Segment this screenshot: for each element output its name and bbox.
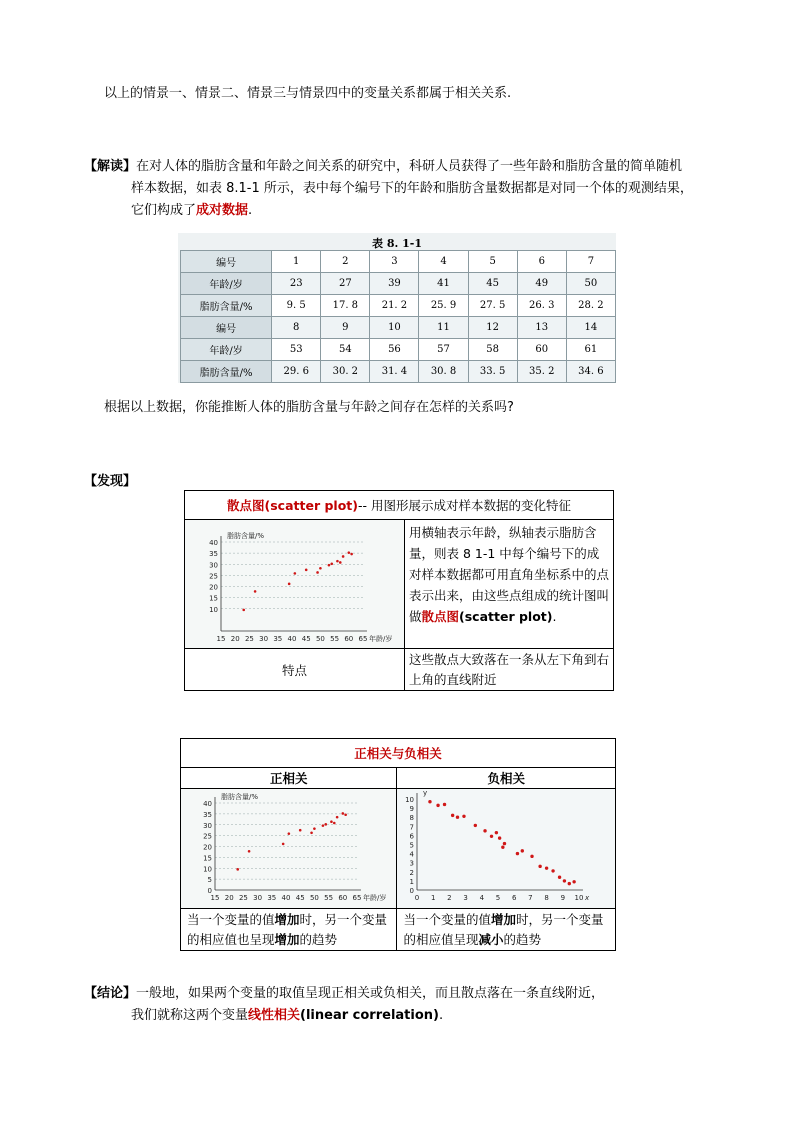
- data-point: [242, 609, 245, 612]
- x-tick-label: 65: [358, 635, 368, 643]
- neg-desc-c: 时，另一个变量的相应值呈现: [403, 912, 604, 947]
- jiedu-line2: 样本数据，如表 8.1-1 所示，表中每个编号下的年龄和脂肪含量数据都是对同一个体的观测结果，: [131, 181, 693, 196]
- row-label: 脂肪含量/%: [181, 361, 272, 383]
- x-tick-label: 45: [295, 894, 305, 902]
- table-cell: 50: [566, 273, 615, 295]
- table-cell: 56: [370, 339, 419, 361]
- scatter-desc-en: (scatter plot): [459, 609, 553, 624]
- table-row: [181, 295, 616, 317]
- x-tick-label: 50: [309, 894, 319, 902]
- table-cell: 34. 6: [566, 361, 615, 383]
- table-cell: 25. 9: [419, 295, 468, 317]
- scatter-desc-post: .: [552, 609, 557, 624]
- x-tick-label: 55: [330, 635, 340, 643]
- table-cell: 57: [419, 339, 468, 361]
- jielun-block: [84, 983, 604, 1027]
- y-tick-label: 8: [410, 814, 415, 823]
- data-point: [545, 866, 548, 869]
- x-tick-label: 9: [561, 894, 566, 902]
- y-tick-label: 15: [209, 594, 218, 603]
- neg-desc-e: 的趋势: [503, 932, 542, 947]
- data-point: [539, 865, 542, 868]
- data-point: [342, 812, 345, 815]
- data-point: [322, 824, 325, 827]
- table-cell: 14: [566, 317, 615, 339]
- x-tick-label: 25: [238, 894, 248, 902]
- y-tick-label: 15: [203, 854, 212, 863]
- scatter-desc: 用横轴表示年龄，纵轴表示脂肪含量，则表 8 1-1 中每个编号下的成对样本数据都可用直角坐标系中的点表示出来，由这些点组成的统计图叫做: [409, 525, 610, 624]
- x-tick-label: 40: [287, 635, 297, 643]
- table-cell: 7: [566, 251, 615, 273]
- data-point: [348, 551, 351, 554]
- table-cell: 1: [272, 251, 321, 273]
- table-cell: 35. 2: [517, 361, 566, 383]
- data-point: [344, 813, 347, 816]
- table-cell: 39: [370, 273, 419, 295]
- pos-desc-b: 增加: [274, 912, 300, 927]
- age-fat-table: [180, 250, 616, 383]
- table-cell: 28. 2: [566, 295, 615, 317]
- data-point: [339, 561, 342, 564]
- jielun-line2-post: .: [438, 1008, 444, 1023]
- data-point: [484, 829, 487, 832]
- table-cell: 9. 5: [272, 295, 321, 317]
- y-tick-label: 20: [209, 583, 218, 592]
- data-point: [336, 816, 339, 819]
- x-tick-label: 4: [480, 894, 485, 902]
- pos-header-label: 正相关: [269, 771, 308, 786]
- table-cell: 60: [517, 339, 566, 361]
- neg-header: [397, 768, 616, 789]
- linear-correlation-term: 线性相关: [248, 1008, 301, 1023]
- data-point: [429, 800, 432, 803]
- table-cell: 11: [419, 317, 468, 339]
- x-tick-label: 35: [267, 894, 277, 902]
- pos-header: [181, 768, 397, 789]
- data-point: [563, 879, 566, 882]
- x-tick-label: 2: [447, 894, 453, 902]
- row-label: 编号: [181, 251, 272, 273]
- table-cell: 61: [566, 339, 615, 361]
- x-tick-label: 65: [352, 894, 362, 902]
- y-tick-label: 10: [405, 796, 415, 804]
- y-tick-label: 40: [209, 539, 218, 547]
- faxian-tag: 【发现】: [84, 474, 137, 489]
- table-cell: 6: [517, 251, 566, 273]
- table-cell: 30. 8: [419, 361, 468, 383]
- jiedu-line3-pre: 它们构成了: [131, 203, 197, 218]
- table-row: [181, 361, 616, 383]
- table-cell: 8: [272, 317, 321, 339]
- neg-desc-a: 当一个变量的值: [403, 912, 491, 927]
- table-cell: 13: [517, 317, 566, 339]
- x-axis-label: 年龄/岁: [369, 635, 393, 643]
- data-point: [313, 827, 316, 830]
- scatter-header-rest: -- 用图形展示成对样本数据的变化特征: [357, 498, 571, 513]
- y-tick-label: 1: [410, 877, 415, 886]
- y-tick-label: 4: [410, 850, 415, 859]
- table-cell: 49: [517, 273, 566, 295]
- y-tick-label: 3: [410, 859, 415, 868]
- feature-text: 这些散点大致落在一条从左下角到右上角的直线附近: [409, 652, 610, 687]
- feature-label-cell: [185, 649, 405, 691]
- data-point: [437, 804, 440, 807]
- data-point: [294, 572, 297, 575]
- x-tick-label: 60: [344, 635, 354, 643]
- pos-chart-cell: [181, 789, 397, 909]
- y-tick-label: 10: [209, 605, 218, 614]
- y-axis-label: y: [423, 789, 428, 797]
- data-point: [282, 843, 285, 846]
- data-point: [573, 880, 576, 883]
- y-axis-label: 脂肪含量/%: [221, 793, 259, 801]
- table-cell: 12: [468, 317, 517, 339]
- data-point: [552, 869, 555, 872]
- y-tick-label: 9: [410, 805, 415, 814]
- x-tick-label: 40: [281, 894, 291, 902]
- neg-header-label: 负相关: [487, 771, 525, 786]
- correlation-table: [180, 738, 616, 951]
- data-point: [305, 569, 308, 572]
- y-tick-label: 25: [203, 832, 212, 841]
- data-point: [443, 803, 446, 806]
- y-tick-label: 30: [209, 561, 218, 570]
- y-tick-label: 30: [203, 821, 212, 830]
- table-cell: 27. 5: [468, 295, 517, 317]
- table-cell: 2: [321, 251, 370, 273]
- data-point: [503, 842, 506, 845]
- pos-desc-a: 当一个变量的值: [187, 912, 275, 927]
- x-tick-label: 30: [259, 635, 269, 643]
- table-cell: 53: [272, 339, 321, 361]
- table-row: [181, 339, 616, 361]
- x-tick-label: 7: [528, 894, 534, 902]
- scatter-plot-table: [184, 490, 614, 691]
- x-tick-label: 10: [575, 894, 584, 902]
- pn-title-cell: [181, 739, 616, 768]
- y-tick-label: 6: [410, 832, 415, 841]
- table-cell: 3: [370, 251, 419, 273]
- row-label: 脂肪含量/%: [181, 295, 272, 317]
- x-tick-label: 6: [512, 894, 517, 902]
- x-tick-label: 20: [224, 894, 234, 902]
- scatter-term: 散点图(scatter plot): [227, 498, 358, 513]
- x-tick-label: 20: [230, 635, 240, 643]
- jiedu-tag: 【解读】: [84, 159, 137, 174]
- feature-label: 特点: [281, 662, 307, 678]
- x-tick-label: 3: [463, 894, 469, 902]
- data-point: [463, 815, 466, 818]
- data-point: [310, 831, 313, 834]
- data-point: [474, 824, 477, 827]
- y-tick-label: 7: [410, 823, 415, 832]
- data-point: [490, 835, 493, 838]
- neg-desc-b: 增加: [491, 912, 517, 927]
- data-point: [328, 564, 331, 567]
- jielun-line1: 一般地，如果两个变量的取值呈现正相关或负相关，而且散点落在一条直线附近，: [136, 986, 605, 1001]
- question-line: 根据以上数据，你能推断人体的脂肪含量与年龄之间存在怎样的关系吗?: [104, 400, 514, 415]
- x-tick-label: 1: [431, 894, 436, 902]
- x-tick-label: 15: [210, 894, 220, 902]
- y-tick-label: 25: [209, 572, 218, 581]
- table-cell: 54: [321, 339, 370, 361]
- paired-data-term: 成对数据: [196, 203, 249, 218]
- table-cell: 30. 2: [321, 361, 370, 383]
- x-tick-label: 25: [244, 635, 254, 643]
- y-tick-label: 10: [203, 865, 212, 874]
- jiedu-block: [84, 156, 693, 222]
- table-8-1-1: [178, 233, 616, 383]
- table-cell: 5: [468, 251, 517, 273]
- data-point: [531, 855, 534, 858]
- pos-desc-c: 时，另一个变量的相应值也呈现: [187, 912, 388, 947]
- negative-correlation-chart: [397, 789, 614, 905]
- y-tick-label: 40: [203, 800, 212, 808]
- scatter-desc-cell: [405, 520, 614, 649]
- data-point: [502, 846, 505, 849]
- y-tick-label: 35: [203, 810, 212, 819]
- jielun-line2-pre: 我们就称这两个变量: [131, 1008, 249, 1023]
- y-tick-label: 0: [207, 887, 212, 895]
- table-cell: 9: [321, 317, 370, 339]
- x-tick-label: 50: [315, 635, 325, 643]
- table-cell: 58: [468, 339, 517, 361]
- pos-desc-d: 增加: [274, 932, 300, 947]
- data-point: [342, 555, 345, 558]
- table-cell: 45: [468, 273, 517, 295]
- x-tick-label: 60: [338, 894, 348, 902]
- table-row: [181, 251, 616, 273]
- data-point: [330, 820, 333, 823]
- data-point: [319, 567, 322, 570]
- y-tick-label: 5: [410, 841, 415, 850]
- y-axis-label: 脂肪含量/%: [227, 532, 265, 540]
- table-cell: 29. 6: [272, 361, 321, 383]
- data-point: [336, 560, 339, 563]
- table-cell: 33. 5: [468, 361, 517, 383]
- feature-text-cell: [405, 649, 614, 691]
- data-point: [350, 553, 353, 556]
- jielun-tag: 【结论】: [84, 986, 137, 1001]
- data-point: [558, 876, 561, 879]
- y-tick-label: 20: [203, 843, 212, 852]
- x-axis-label: 年龄/岁: [363, 894, 387, 902]
- linear-correlation-en: (linear correlation): [300, 1008, 439, 1023]
- data-point: [456, 816, 459, 819]
- data-point: [330, 563, 333, 566]
- table-cell: 21. 2: [370, 295, 419, 317]
- fat-age-scatter-chart: [185, 520, 404, 645]
- table-cell: 23: [272, 273, 321, 295]
- x-tick-label: 0: [415, 894, 420, 902]
- data-point: [288, 832, 291, 835]
- neg-desc-cell: [397, 909, 616, 951]
- x-tick-label: 45: [301, 635, 311, 643]
- data-point: [568, 882, 571, 885]
- data-point: [288, 583, 291, 586]
- table-cell: 31. 4: [370, 361, 419, 383]
- positive-correlation-chart: [181, 789, 396, 905]
- pn-title: 正相关与负相关: [354, 746, 442, 761]
- jiedu-line3-post: .: [248, 203, 253, 218]
- scatter-chart-cell: [185, 520, 405, 649]
- table-title: 表 8. 1-1: [371, 237, 422, 250]
- data-point: [236, 868, 239, 871]
- x-tick-label: 5: [496, 894, 501, 902]
- x-tick-label: 8: [544, 894, 550, 902]
- x-tick-label: 35: [273, 635, 283, 643]
- data-point: [324, 823, 327, 826]
- table-cell: 4: [419, 251, 468, 273]
- y-tick-label: 2: [410, 868, 415, 877]
- jiedu-line1: 在对人体的脂肪含量和年龄之间关系的研究中，科研人员获得了一些年龄和脂肪含量的简单随机: [136, 159, 683, 174]
- y-tick-label: 35: [209, 550, 218, 559]
- table-cell: 17. 8: [321, 295, 370, 317]
- pos-desc-cell: [181, 909, 397, 951]
- data-point: [316, 571, 319, 574]
- table-cell: 10: [370, 317, 419, 339]
- data-point: [254, 590, 257, 593]
- data-point: [516, 852, 519, 855]
- data-point: [495, 831, 498, 834]
- row-label: 年龄/岁: [181, 273, 272, 295]
- data-point: [248, 850, 251, 853]
- pos-desc-e: 的趋势: [299, 932, 338, 947]
- intro-line: 以上的情景一、情景二、情景三与情景四中的变量关系都属于相关关系.: [104, 86, 512, 101]
- neg-chart-cell: [397, 789, 616, 909]
- x-tick-label: 30: [253, 894, 263, 902]
- x-tick-label: 15: [216, 635, 226, 643]
- data-point: [521, 849, 524, 852]
- y-tick-label: 5: [207, 876, 212, 885]
- scatter-desc-term: 散点图: [421, 609, 460, 624]
- table-row: [181, 317, 616, 339]
- table-cell: 26. 3: [517, 295, 566, 317]
- data-point: [299, 829, 302, 832]
- table-cell: 27: [321, 273, 370, 295]
- data-point: [498, 836, 501, 839]
- row-label: 年龄/岁: [181, 339, 272, 361]
- x-axis-label: x: [585, 894, 590, 902]
- neg-desc-d: 减小: [478, 932, 504, 947]
- y-tick-label: 0: [410, 887, 415, 895]
- data-point: [333, 822, 336, 825]
- table-row: [181, 273, 616, 295]
- scatter-header: [185, 491, 614, 520]
- data-point: [451, 814, 454, 817]
- table-cell: 41: [419, 273, 468, 295]
- x-tick-label: 55: [324, 894, 334, 902]
- row-label: 编号: [181, 317, 272, 339]
